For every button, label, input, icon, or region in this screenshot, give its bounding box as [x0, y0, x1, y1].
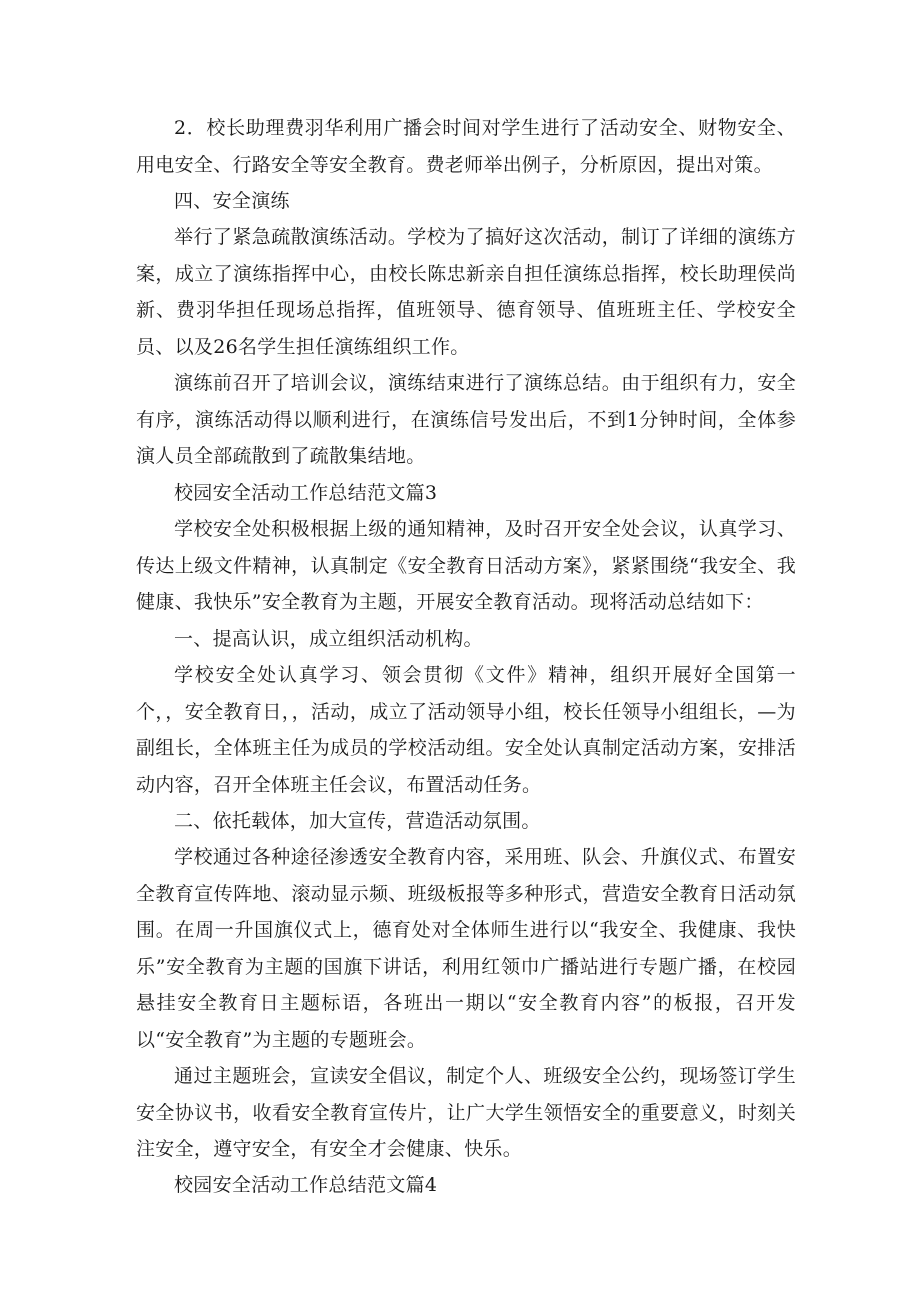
article-heading-3: 校园安全活动工作总结范文篇3	[174, 482, 438, 504]
paragraph-safety-office: 学校安全处积极根据上级的通知精神，及时召开安全处会议，认真学习、传达上级文件精神，认真制定《安全教育日活动方案》，紧紧围绕“我安全、我健康、我快乐”安全教育为主题，开展安全教育活动。现将活动总结如下：	[136, 518, 796, 613]
section-heading-organization: 一、提高认识，成立组织活动机构。	[174, 628, 483, 650]
paragraph-theme-class-meeting: 通过主题班会，宣读安全倡议，制定个人、班级安全公约，现场签订学生安全协议书，收看安全教育宣传片，让广大学生领悟安全的重要意义，时刻关注安全，遵守安全，有安全才会健康、快乐。	[136, 1065, 796, 1160]
paragraph-evacuation-drill: 举行了紧急疏散演练活动。学校为了搞好这次活动，制订了详细的演练方案，成立了演练指挥中心，由校长陈忠新亲自担任演练总指挥，校长助理侯尚新、费羽华担任现场总指挥，值班领导、德育领导、值班班主任、学校安全员、以及26名学生担任演练组织工作。	[136, 226, 796, 358]
article-heading-4: 校园安全活动工作总结范文篇4	[174, 1174, 438, 1196]
section-heading-drill: 四、安全演练	[174, 190, 290, 212]
paragraph-leadership-group: 学校安全处认真学习、领会贯彻《文件》精神，组织开展好全国第一个，，安全教育日，，活动，成立了活动领导小组，校长任领导小组组长，—为副组长，全体班主任为成员的学校活动组。安全处认真制定活动方案，安排活动内容，召开全体班主任会议，布置活动任务。	[136, 664, 796, 796]
section-heading-publicity: 二、依托载体，加大宣传，营造活动氛围。	[174, 810, 541, 832]
paragraph-safety-education: 2．校长助理费羽华利用广播会时间对学生进行了活动安全、财物安全、用电安全、行路安全等安全教育。费老师举出例子，分析原因，提出对策。	[136, 117, 796, 176]
paragraph-publicity-activities: 学校通过各种途径渗透安全教育内容，采用班、队会、升旗仪式、布置安全教育宣传阵地、滚动显示频、班级板报等多种形式，营造安全教育日活动氛围。在周一升国旗仪式上，德育处对全体师生进行以“我安全、我健康、我快乐”安全教育为主题的国旗下讲话，利用红领巾广播站进行专题广播，在校园悬挂安全教育日主题标语，各班出一期以“安全教育内容”的板报，召开发以“安全教育”为主题的专题班会。	[136, 846, 796, 1051]
paragraph-drill-summary: 演练前召开了培训会议，演练结束进行了演练总结。由于组织有力，安全有序，演练活动得以顺利进行，在演练信号发出后，不到1分钟时间，全体参演人员全部疏散到了疏散集结地。	[136, 372, 796, 467]
